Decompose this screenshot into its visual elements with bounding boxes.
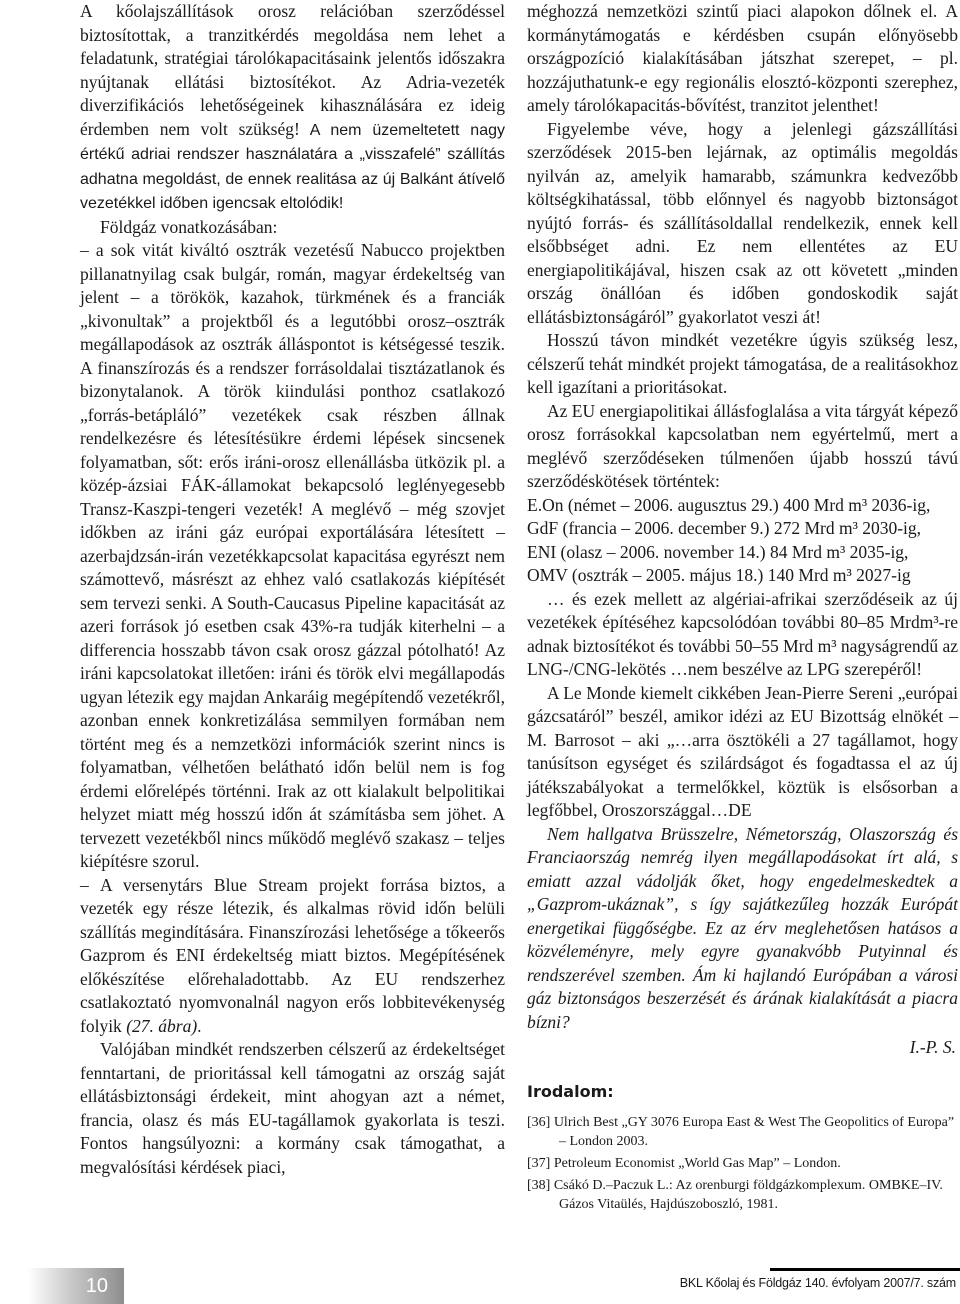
- paragraph-contracts-expire: Figyelembe véve, hogy a jelenlegi gázszállítási szerződések 2015-ben lejárnak, az optimális megoldás nyilván az, amelyik hamarabb, számunkra kedvezőbb költségkihatással, több előnnyel és nagyobb biztonságot nyújtó forrás- és szállításoldallal rendelkezik, ennek kell elsőbbséget adni. Ez nem ellentétes az EU energiapolitikájával, hiszen csak az ott követett „minden ország önállóan és időben gondoskodik saját ellátásbiztonságáról” gyakorlatot veszi át!: [527, 118, 958, 327]
- paragraph-market: méghozzá nemzetközi szintű piaci alapokon dőlnek el. A kormánytámogatás e kérdésben csupán előnyösebb országpozíció kialakításában játszhat szerepet, – pl. hozzájuthatunk-e egy regionális elosztó-központi szerephez, amely tárolókapacitás-bővítést, tranzitot jelenthet!: [527, 1, 958, 115]
- paragraph-algerian: … és ezek mellett az algériai-afrikai szerződéseik az új vezetékek építéséhez kapcsolódóan további 80–85 Mrdm³-re adnak biztosítékot és további 50–55 Mrd m³ nagyságrendű az LNG-/CNG-lekötés …nem beszélve az LPG szerepéről!: [527, 588, 958, 679]
- figure-reference: (27. ábra): [126, 1015, 198, 1036]
- paragraph-blue-stream: – A versenytárs Blue Stream projekt forrása biztos, a vezeték egy része létezik, és alkalmas rövid időn belüli szállítás megindítására. Finanszírozási lehetősége a tőkeerős Gazprom és ENI érdekeltség miatt biztos. Megépítésének előkészítése előrehaladottabb. Az EU rendszerhez csatlakoztató nyomvonalnál nagyon erős lobbitevékenység folyik (27. ábra).: [80, 874, 505, 1039]
- author-signature: I.-P. S.: [909, 1037, 956, 1057]
- page-number: 10: [85, 1275, 108, 1297]
- reference-item: [37] Petroleum Economist „World Gas Map” – London.: [527, 1156, 841, 1171]
- reference-item: [38] Csákó D.–Paczuk L.: Az orenburgi földgázkomplexum. OMBKE–IV. Gázos Vitaülés, Hajdúszoboszló, 1981.: [527, 1178, 943, 1212]
- contract-eni: ENI (olasz – 2006. november 14.) 84 Mrd m³ 2035-ig,: [527, 541, 909, 562]
- paragraph-interests: Valójában mindkét rendszerben célszerű az érdekeltséget fenntartani, de prioritással kell támogatni az ország saját ellátásbiztonsági érdekeit, mint ahogyan azt a német, francia, olasz és más EU-tagállamok gyakorlata is teszi. Fontos hangsúlyozni: a kormány csak támogathat, a megvalósítási kérdések piaci,: [80, 1039, 505, 1177]
- journal-footer: BKL Kőolaj és Földgáz 140. évfolyam 2007/7. szám: [679, 1276, 956, 1290]
- paragraph-nabucco: – a sok vitát kiváltó osztrák vezetésű Nabucco projektben pillanatnyilag csak bulgár, román, magyar érdekeltség van jelent – a törökök, kazahok, türkmének és a franciák „kivonultak” a projektből és a legutóbbi orosz–osztrák megállapodások az osztrák álláspontot is kétségessé teszik. A finanszírozás és a rendszer forrásoldalai tisztázatlanok és bizonytalanok. A török kiindulási ponthoz csatlakozó „forrás-betápláló” vezetékek csak részben állnak rendelkezésre és létesítésükre érdemi lépések sincsenek folyamatban, sőt: erős iráni-orosz ellenállásba ütközik pl. a közép-ázsiai FÁK-államokat bekapcsoló leglényegesebb Transz-Kaszpi-tengeri vezeték! A meglévő – még szovjet időkben az iráni gáz európai exportálására létesített – azerbajdzsán-irán vezetékkapcsolat kapacitása egyrészt nem számottevő, másrészt az ehhez való csatlakozás kiépítését sem tervezi senki. A South-Caucasus Pipeline kapacitását az azeri források jó esetben csak 43%-ra tudják kiterhelni – a differencia hosszabb távon csak orosz gázzal pótolható! Az iráni kapcsolatokat illetően: iráni és török elvi megállapodás ugyan létezik egy majdan Ankaráig megépítendő vezetékről, azonban ennek konkretizálása semmilyen formában nem történt meg és a nemzetközi információk szerint nincs is folyamatban, vélhetően belátható időn belül nem is fog érdemi előrelépés történni. Irak az ott kialakult belpolitikai helyzet miatt még hosszú időn át számításba sem jöhet. A tervezett vezetékből nincs működő meglévő szakasz – teljes kiépítésre szorul.: [80, 239, 505, 874]
- contract-gdf: GdF (francia – 2006. december 9.) 272 Mrd m³ 2030-ig,: [527, 518, 922, 538]
- reference-item: [36] Ulrich Best „GY 3076 Europa East & West The Geopolitics of Europa” – London 2003.: [527, 1115, 955, 1149]
- contract-omv: OMV (osztrák – 2005. május 18.) 140 Mrd m³ 2027-ig: [527, 565, 911, 585]
- left-column: [80, 0, 505, 1179]
- footer-rule: [770, 1268, 960, 1271]
- references-title: Irodalom:: [527, 1081, 614, 1101]
- paragraph-long-term: Hosszú távon mindkét vezetékre úgyis szükség lesz, célszerű tehát mindkét projekt támogatása, de a realitásokhoz kell igazítani a prioritásokat.: [527, 330, 958, 397]
- paragraph-oil: A kőolajszállítások orosz relációban szerződéssel biztosítottak, a tranzitkérdés megoldása nem lehet a feladatunk, stratégiai tárolókapacitásaink jelentős időszakra nyújtanak ellátási biztosítékot. Az Adria-vezeték diverzifikációs lehetőségeinek kihasználására ez ideig érdemben nem volt szükség! A nem üzemeltetett nagy értékű adriai rendszer használatára a „visszafelé” szállítás adhatna megoldást, de ennek realitása az új Balkánt átívelő vezetékkel időben igencsak eltolódik!: [80, 1, 505, 212]
- paragraph-quote: Nem hallgatva Brüsszelre, Németország, Olaszország és Franciaország nemrég ilyen megállapodásokat írt alá, s emiatt azzal vádolják őket, hogy engedelmeskedtek a „Gazprom-ukáznak”, s így sajátkezűleg hozzák Európát energetikai függőségbe. Ez az érv meglehetősen hatásos a közvéleményre, mely egyre gyanakvóbb Putyinnal és rendszerével szemben. Ám ki hajlandó Európában a városi gáz biztonságos beszerzését és árának kialakítását a piacra bízni?: [527, 823, 958, 1032]
- page-number-box: [28, 1268, 124, 1304]
- contract-eon: E.On (német – 2006. augusztus 29.) 400 Mrd m³ 2036-ig,: [527, 494, 931, 515]
- paragraph-le-monde: A Le Monde kiemelt cikkében Jean-Pierre Sereni „európai gázcsatáról” beszél, amikor idézi az EU Bizottság elnökét – M. Barrosot – aki „…arra ösztökéli a 27 tagállamot, hogy tanúsítson egységet és szilárdságot és fogadtassa el az új játékszabályokat a termelőkkel, köztük is elsősorban a legfőbbel, Oroszországgal…DE: [527, 682, 958, 820]
- right-column: [527, 0, 958, 1217]
- paragraph-eu-policy: Az EU energiapolitikai állásfoglalása a vita tárgyát képező orosz forrásokkal kapcsolatban nem egyértelmű, mert a meglévő szerződéseken túlmenően újabb hosszú távú szerződéskötések történtek:: [527, 400, 958, 491]
- paragraph-gas-heading: Földgáz vonatkozásában:: [100, 216, 278, 237]
